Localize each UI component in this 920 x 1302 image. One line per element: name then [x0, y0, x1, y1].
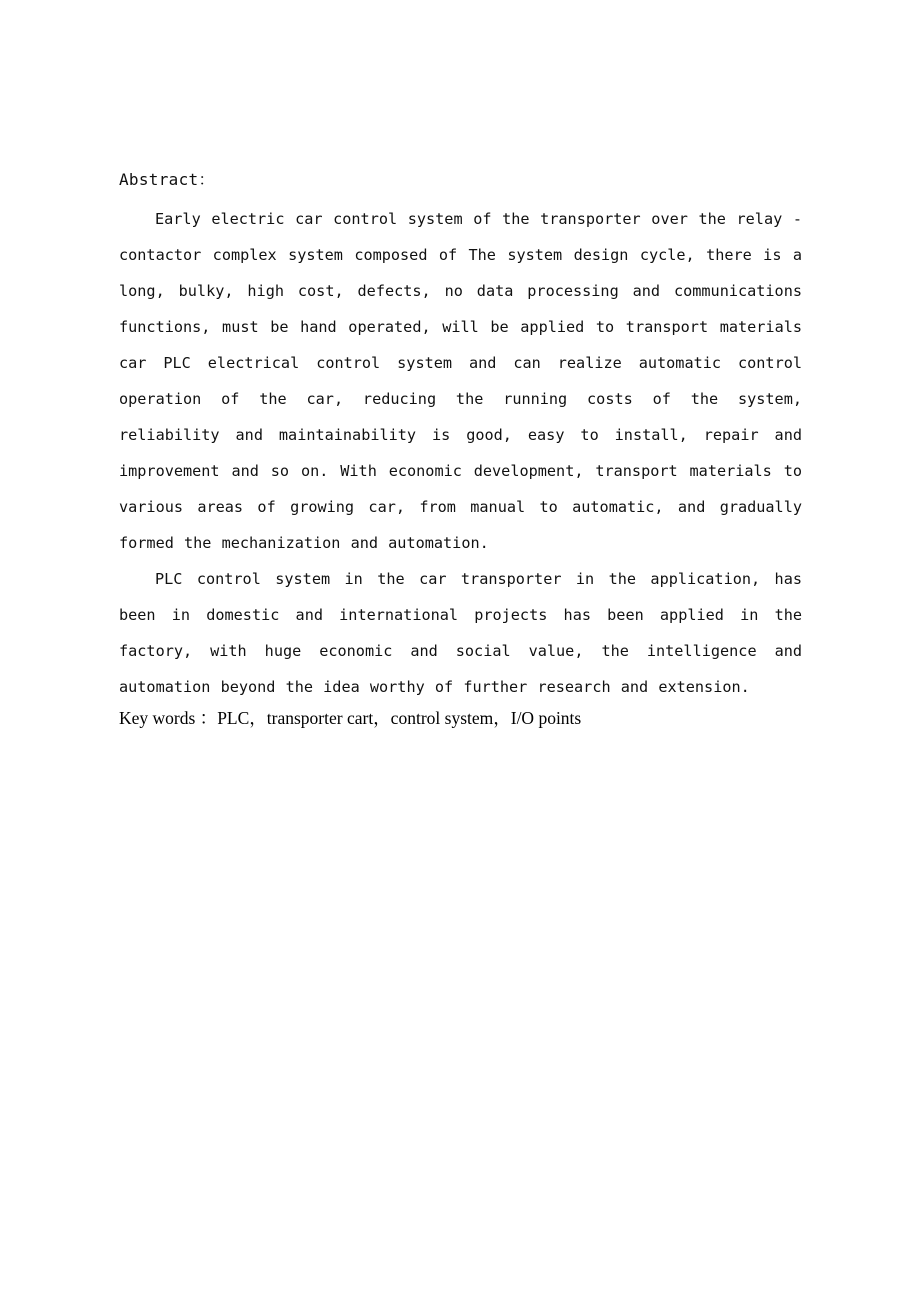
abstract-heading: Abstract：: [119, 170, 215, 189]
abstract-paragraph-2: PLC control system in the car transporter in the application, has been in domestic and international projects has been applied in the factory, with huge economic and social value, the intelligence and automation beyond the idea worthy of further research and extension.: [119, 570, 802, 696]
abstract-paragraph-1: Early electric car control system of the transporter over the relay - contactor complex system composed of The system design cycle, there is a long, bulky, high cost, defects, no data processing and communications functions, must be hand operated, will be applied to transport materials car PLC electrical control system and can realize automatic control operation of the car, reducing the running costs of the system, reliability and maintainability is good, easy to install, repair and improvement and so on. With economic development, transport materials to various areas of growing car, from manual to automatic, and gradually formed the mechanization and automation.: [119, 210, 802, 552]
keywords-label: Key words ：: [119, 708, 218, 728]
keywords-line: [119, 706, 581, 730]
abstract-body: [119, 201, 802, 705]
keywords-items: PLC，transporter cart，control system，I/O points: [217, 708, 582, 728]
